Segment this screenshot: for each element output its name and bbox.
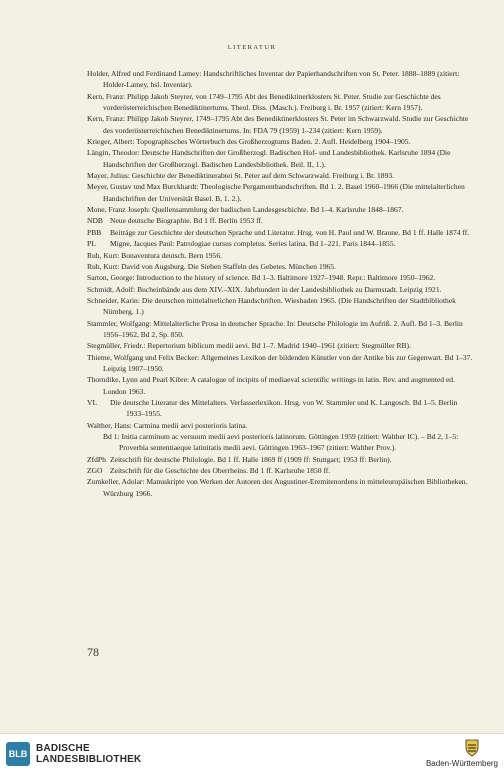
bib-entry: Kern, Franz: Philipp Jakob Steyrer, von 1749–1795 Abt des Benediktinerklosters St. Peter. Studie zur Geschichte des vorderösterreichischen Benediktinertums. Theol. Diss. (Masch.). Freiburg i. Br. 1957 (zitiert: Kern 1957).: [87, 91, 441, 113]
abbreviation: PL: [87, 239, 96, 249]
library-name-line-2: LANDESBIBLIOTHEK: [36, 754, 142, 765]
bibliography-list: [87, 68, 473, 499]
bib-entry: Zumkeller, Adolar: Manuskripte von Werken der Autoren des Augustiner-Eremitenordens in mitteleuropäischen Bibliotheken. Würzburg 1966.: [87, 477, 468, 498]
abbreviation-text: Neue deutsche Biographie. Bd 1 ff. Berlin 1953 ff.: [110, 216, 263, 226]
bib-entry: Schmidt, Adolf: Bucheinbände aus dem XIV.–XIX. Jahrhundert in der Landesbibliothek zu Darmstadt. Leipzig 1921.: [87, 284, 442, 294]
bib-entry: Walther, Hans: Carmina medii aevi posterioris latina.: [87, 420, 248, 430]
bib-entry: Thieme, Wolfgang und Felix Becker: Allgemeines Lexikon der bildenden Künstler von der Antike bis zur Gegenwart. Bd 1–37. Leipzig 1907–1950.: [87, 352, 473, 373]
abbreviation: VL: [87, 397, 98, 407]
bib-entry: Schneider, Karin: Die deutschen mittelalterlichen Handschriften. Wiesbaden 1965. (Die Handschriften der Stadtbibliothek Nürnberg. 1.): [87, 295, 456, 317]
bib-entry: Mayer, Julius: Geschichte der Benediktinerabtei St. Peter auf dem Schwarzwald. Freiburg i. Br. 1893.: [87, 171, 395, 181]
abbr-entry: [87, 397, 473, 420]
abbr-entry: [87, 215, 473, 226]
blb-logo-icon: BLB: [6, 742, 30, 766]
library-footer: [0, 733, 504, 774]
abbr-entry: [87, 238, 473, 249]
library-name: [36, 743, 141, 765]
library-name-line-1: BADISCHE: [36, 743, 90, 754]
bib-entry: Längin, Theodor: Deutsche Handschriften der Großherzogl. Badischen Hof- und Landesbibliothek. Karlsruhe 1894 (Die Handschriften der Großherzogl. Badischen Landesbibliothek. Beil. II, 1.).: [87, 148, 451, 169]
abbreviation: ZGO: [87, 466, 103, 476]
bib-entry: Ruh, Kurt: David von Augsburg. Die Sieben Staffeln des Gebetes. München 1965.: [87, 261, 336, 271]
bib-entry: Stammler, Wolfgang: Mittelalterliche Prosa in deutscher Sprache. In: Deutsche Philologie im Aufriß. 2. Aufl. Bd 1–3. Berlin 1956–1962, Bd 2, Sp. 850.: [87, 318, 463, 339]
bib-entry: Kern, Franz: Philipp Jakob Steyrer, 1749–1795 Abt des Benediktinerklosters St. Peter im Schwarzwald. Studie zur Geschichte des vorderösterreichischen Benediktinertums. In: FDA 79 (1959) 1–234 (zitiert: Kern 1959).: [87, 114, 469, 135]
bib-entry: Holder, Alfred und Ferdinand Lamey: Handschriftliches Inventar der Papierhandschriften von St. Peter. 1888–1889 (zitiert: Holder-Lamey, hsl. Inventar).: [87, 69, 460, 90]
abbreviation-text: Zeitschrift für deutsche Philologie. Bd 1 ff. Halle 1869 ff (1909 ff: Stuttgart; 1953 ff: Berlin).: [110, 454, 392, 464]
coat-of-arms-icon: [462, 738, 482, 758]
running-head: LITERATUR: [227, 44, 277, 51]
page-number: 78: [87, 645, 99, 659]
bib-entry: Thorndike, Lynn and Pearl Kibre: A catalogue of incipits of mediaeval scientific writings in latin. Rev. and augmented ed. London 1963.: [87, 375, 455, 396]
abbr-entry: [87, 227, 473, 238]
abbr-entry: [87, 454, 473, 465]
bib-entry: Mone, Franz Joseph: Quellensammlung der badischen Landesgeschichte. Bd 1–4. Karlsruhe 1848–1867.: [87, 205, 404, 215]
abbr-entry: [87, 465, 473, 476]
abbreviation-text: Beiträge zur Geschichte der deutschen Sprache und Literatur. Hrsg. von H. Paul und W. Braune. Bd 1 ff. Halle 1874 ff.: [110, 227, 470, 237]
abbreviation-text: Die deutsche Literatur des Mittelalters. Verfasserlexikon. Hrsg. von W. Stammler und K. Langosch. Bd 1–5. Berlin 1933–1955.: [110, 397, 458, 419]
bib-entry: Ruh, Kurt: Bonaventura deutsch. Bern 1956.: [87, 250, 222, 260]
abbreviation: PBB: [87, 227, 102, 237]
bib-entry: Meyer, Gustav und Max Burckhardt: Theologische Pergamenthandschriften. Bd 1. 2. Basel 1960–1966 (Die mittelalterlichen Handschriften der Universität Basel. B, 1. 2.).: [87, 182, 465, 203]
bib-entry: Krieger, Albert: Topographisches Wörterbuch des Großherzogtums Baden. 2. Aufl. Heidelberg 1904–1905.: [87, 137, 411, 147]
abbreviation: NDB: [87, 216, 103, 226]
bib-entry: Sarton, George: Introduction to the history of science. Bd 1–3. Baltimore 1927–1948. Repr.: Baltimore 1950–1962.: [87, 273, 436, 283]
bib-entry: Stegmüller, Friedr.: Repertorium biblicum medii aevi. Bd 1–7. Madrid 1940–1961 (zitiert: Stegmüller RB).: [87, 341, 411, 351]
bib-sub-entry: Bd 1: Initia carminum ac versuum medii aevi posterioris latinorum. Göttingen 1959 (zitiert: Walther IC). – Bd 2, 1–5: Proverbia sententiaeque latinitatis medii aevi. Göttingen 1963–1967 (zitiert: Walther Prov.).: [103, 432, 459, 453]
abbreviation-text: Zeitschrift für die Geschichte des Oberrheins. Bd 1 ff. Karlsruhe 1850 ff.: [110, 466, 331, 476]
abbreviation-text: Migne, Jacques Paul: Patrologiae cursus completus. Series latina. Bd 1–221. Paris 1844–1855.: [110, 239, 396, 249]
abbreviation: ZfdPh: [87, 454, 106, 464]
state-name: Baden-Württemberg: [425, 759, 498, 768]
